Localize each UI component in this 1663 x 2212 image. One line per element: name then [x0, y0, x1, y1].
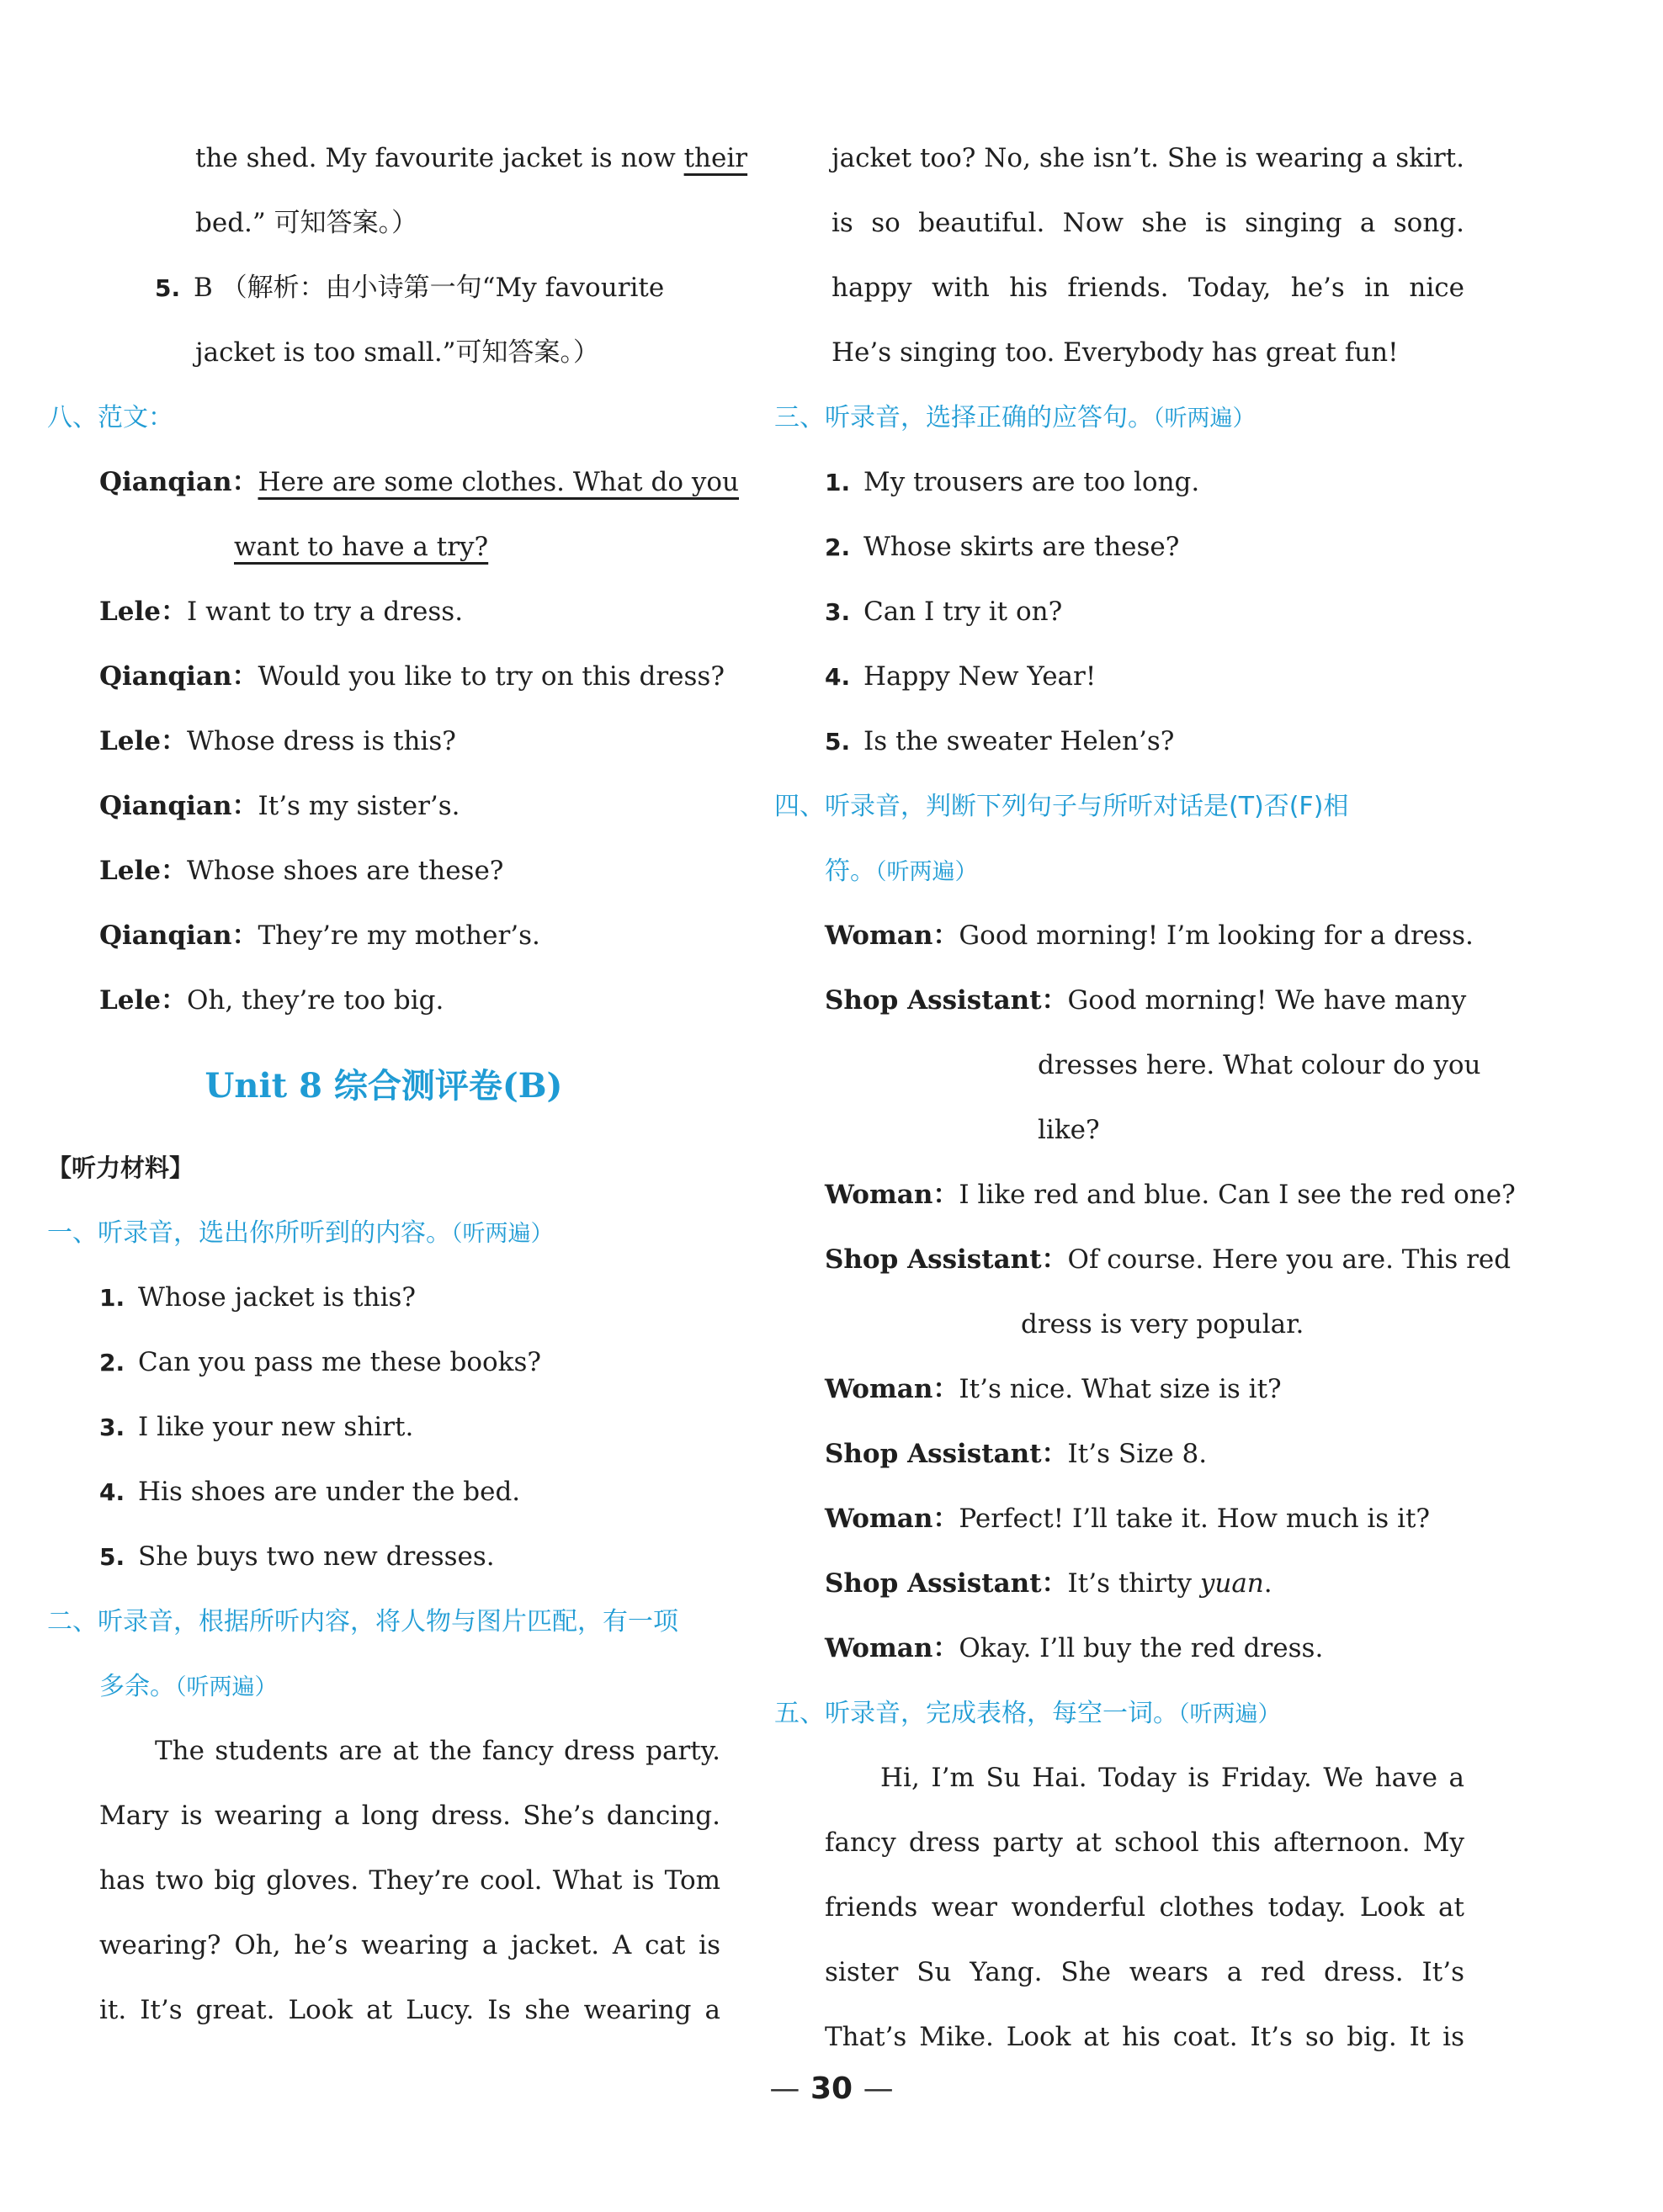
list-item	[774, 515, 1464, 580]
dash: —	[863, 2071, 894, 2106]
speaker: Qianqian：	[99, 661, 258, 692]
dialogue-line: dresses here. What colour do you	[1038, 1050, 1481, 1080]
dialogue-text: Whose shoes are these?	[187, 856, 504, 886]
dialogue-line	[47, 580, 720, 645]
item-number: 5.	[99, 1543, 125, 1571]
passage-line: has two big gloves. They’re cool. What is Tom	[99, 1865, 720, 1896]
speaker: Woman：	[825, 920, 959, 951]
section-heading: 二、听录音，根据所听内容，将人物与图片匹配，有一项	[47, 1607, 678, 1636]
passage-line: fancy dress party at school this afternoon. My	[825, 1827, 1464, 1858]
text: the shed. My favourite jacket is now	[195, 143, 684, 173]
dialogue-text: Would you like to try on this dress?	[258, 661, 725, 692]
section-heading: 八、范文：	[47, 403, 173, 432]
dialogue-text: Whose dress is this?	[187, 726, 456, 756]
dialogue-line: dress is very popular.	[1021, 1309, 1304, 1339]
item-text: Whose jacket is this?	[138, 1282, 417, 1313]
page-number	[0, 2071, 1663, 2106]
dialogue-line	[774, 1487, 1464, 1552]
list-item	[774, 580, 1464, 645]
answer-5	[47, 256, 720, 321]
dialogue-line	[774, 1616, 1464, 1681]
speaker: Qianqian：	[99, 467, 258, 497]
speaker: Woman：	[825, 1504, 959, 1534]
section-heading-cont	[47, 1654, 720, 1719]
underlined-text: want to have a try?	[234, 532, 489, 562]
dialogue-text: Okay. I’ll buy the red dress.	[959, 1633, 1324, 1663]
speaker: Lele：	[99, 856, 188, 886]
italic-word: yuan	[1199, 1568, 1264, 1599]
speaker: Woman：	[825, 1180, 959, 1210]
item-number: 2.	[99, 1349, 125, 1377]
dialogue-text: .	[1263, 1568, 1272, 1599]
item-text: I like your new shirt.	[138, 1412, 414, 1442]
section-heading-cont	[774, 839, 1464, 904]
dialogue-text: I want to try a dress.	[187, 597, 464, 627]
speaker: Woman：	[825, 1633, 959, 1663]
speaker: Shop Assistant：	[825, 1244, 1068, 1275]
heading-note: （听两遍）	[875, 859, 978, 885]
section-heading	[47, 1201, 720, 1265]
passage-line: friends wear wonderful clothes today. Look at	[825, 1892, 1464, 1923]
dialogue-text: Oh, they’re too big.	[187, 985, 444, 1016]
item-number: 5.	[825, 728, 851, 756]
dialogue-line	[774, 904, 1474, 968]
item-text: Is the sweater Helen’s?	[863, 726, 1175, 756]
heading-text: 五、听录音，完成表格，每空一词。	[774, 1699, 1178, 1728]
underlined-text: Here are some clothes. What do you	[258, 467, 740, 497]
item-number: 3.	[825, 598, 851, 626]
heading-text: 多余。	[99, 1672, 175, 1701]
heading-text: 符。	[825, 857, 875, 886]
list-item	[47, 1330, 720, 1395]
dash: —	[769, 2071, 800, 2106]
dialogue-line	[774, 1163, 1516, 1228]
unit-title: Unit 8 综合测评卷(B)	[205, 1066, 563, 1106]
heading-text: 三、听录音，选择正确的应答句。	[774, 403, 1153, 432]
heading-note: （听两遍）	[1153, 406, 1256, 432]
dialogue-line	[47, 774, 720, 839]
list-item	[47, 1395, 720, 1460]
passage-line: Hi, I’m Su Hai. Today is Friday. We have a	[880, 1763, 1464, 1793]
dialogue-line	[774, 1228, 1512, 1292]
list-item	[47, 1460, 720, 1525]
dialogue-text: It’s nice. What size is it?	[959, 1374, 1282, 1404]
dialogue-line	[774, 968, 1467, 1033]
dialogue-text: It’s thirty	[1067, 1568, 1200, 1599]
passage-line: happy with his friends. Today, he’s in nice	[832, 273, 1464, 303]
text-line: jacket is too small.”可知答案。）	[195, 337, 600, 368]
passage-line: is so beautiful. Now she is singing a song.	[832, 208, 1464, 238]
answer-text: B （解析：由小诗第一句“My favourite	[194, 273, 665, 303]
dialogue-text: Perfect! I’ll take it. How much is it?	[959, 1504, 1431, 1534]
dialogue-text: Good morning! We have many	[1067, 985, 1467, 1016]
dialogue-line	[47, 839, 720, 904]
dialogue-line	[47, 904, 720, 968]
heading-note: （听两遍）	[1178, 1701, 1281, 1727]
speaker: Shop Assistant：	[825, 1439, 1068, 1469]
passage-line: jacket too? No, she isn’t. She is wearing a skirt.	[832, 143, 1464, 173]
dialogue-text: It’s Size 8.	[1067, 1439, 1208, 1469]
speaker: Qianqian：	[99, 920, 258, 951]
list-item	[47, 1525, 720, 1589]
heading-note: （听两遍）	[451, 1221, 554, 1247]
passage-line: The students are at the fancy dress party.	[155, 1736, 720, 1766]
item-number: 5.	[155, 274, 181, 302]
underlined-answer: their	[683, 143, 748, 173]
item-text: His shoes are under the bed.	[138, 1477, 521, 1507]
speaker: Lele：	[99, 726, 188, 756]
list-item	[774, 709, 1464, 774]
passage-line: He’s singing too. Everybody has great fun!	[832, 337, 1399, 368]
heading-note: （听两遍）	[175, 1674, 278, 1700]
list-item	[47, 1265, 720, 1330]
item-text: Can you pass me these books?	[138, 1347, 541, 1377]
dialogue-line	[47, 450, 740, 515]
section-heading	[774, 1681, 1464, 1746]
item-number: 1.	[825, 469, 851, 496]
speaker: Lele：	[99, 597, 188, 627]
text-line: bed.” 可知答案。）	[195, 208, 418, 238]
passage-line: wearing? Oh, he’s wearing a jacket. A cat is	[99, 1930, 720, 1960]
speaker: Lele：	[99, 985, 188, 1016]
dialogue-text: They’re my mother’s.	[258, 920, 540, 951]
item-number: 2.	[825, 533, 851, 561]
dialogue-line	[47, 515, 720, 580]
page-number-value: 30	[810, 2071, 853, 2106]
heading-text: 一、听录音，选出你所听到的内容。	[47, 1218, 451, 1248]
dialogue-line	[774, 1552, 1464, 1616]
passage-line: it. It’s great. Look at Lucy. Is she wearing a	[99, 1995, 720, 2025]
speaker: Qianqian：	[99, 791, 258, 821]
dialogue-line	[774, 1422, 1464, 1487]
item-number: 4.	[825, 663, 851, 691]
item-number: 4.	[99, 1478, 125, 1506]
dialogue-line: like?	[1038, 1115, 1100, 1145]
dialogue-line	[774, 1357, 1464, 1422]
dialogue-line	[47, 645, 725, 709]
dialogue-line	[47, 968, 720, 1033]
item-number: 3.	[99, 1414, 125, 1441]
passage-line: That’s Mike. Look at his coat. It’s so big. It is	[825, 2022, 1464, 2052]
item-text: Whose skirts are these?	[863, 532, 1180, 562]
dialogue-text: Of course. Here you are. This red	[1067, 1244, 1512, 1275]
list-item	[774, 645, 1464, 709]
passage-line: Mary is wearing a long dress. She’s dancing.	[99, 1801, 720, 1831]
dialogue-text: Good morning! I’m looking for a dress.	[959, 920, 1474, 951]
listening-label: 【听力材料】	[47, 1154, 194, 1182]
item-text: My trousers are too long.	[863, 467, 1200, 497]
list-item	[774, 450, 1464, 515]
item-text: Happy New Year!	[863, 661, 1097, 692]
item-text: Can I try it on?	[863, 597, 1063, 627]
item-number: 1.	[99, 1284, 125, 1312]
passage-line: sister Su Yang. She wears a red dress. It’s	[825, 1957, 1464, 1987]
section-heading: 四、听录音，判断下列句子与所听对话是(T)否(F)相	[774, 792, 1349, 821]
item-text: She buys two new dresses.	[138, 1541, 495, 1572]
dialogue-line	[47, 709, 720, 774]
right-column	[774, 126, 1516, 2070]
dialogue-text: It’s my sister’s.	[258, 791, 460, 821]
section-heading	[774, 385, 1464, 450]
text-line	[47, 126, 748, 191]
speaker: Woman：	[825, 1374, 959, 1404]
left-column	[47, 126, 748, 2043]
dialogue-text: I like red and blue. Can I see the red one?	[959, 1180, 1516, 1210]
speaker: Shop Assistant：	[825, 985, 1068, 1016]
speaker: Shop Assistant：	[825, 1568, 1068, 1599]
